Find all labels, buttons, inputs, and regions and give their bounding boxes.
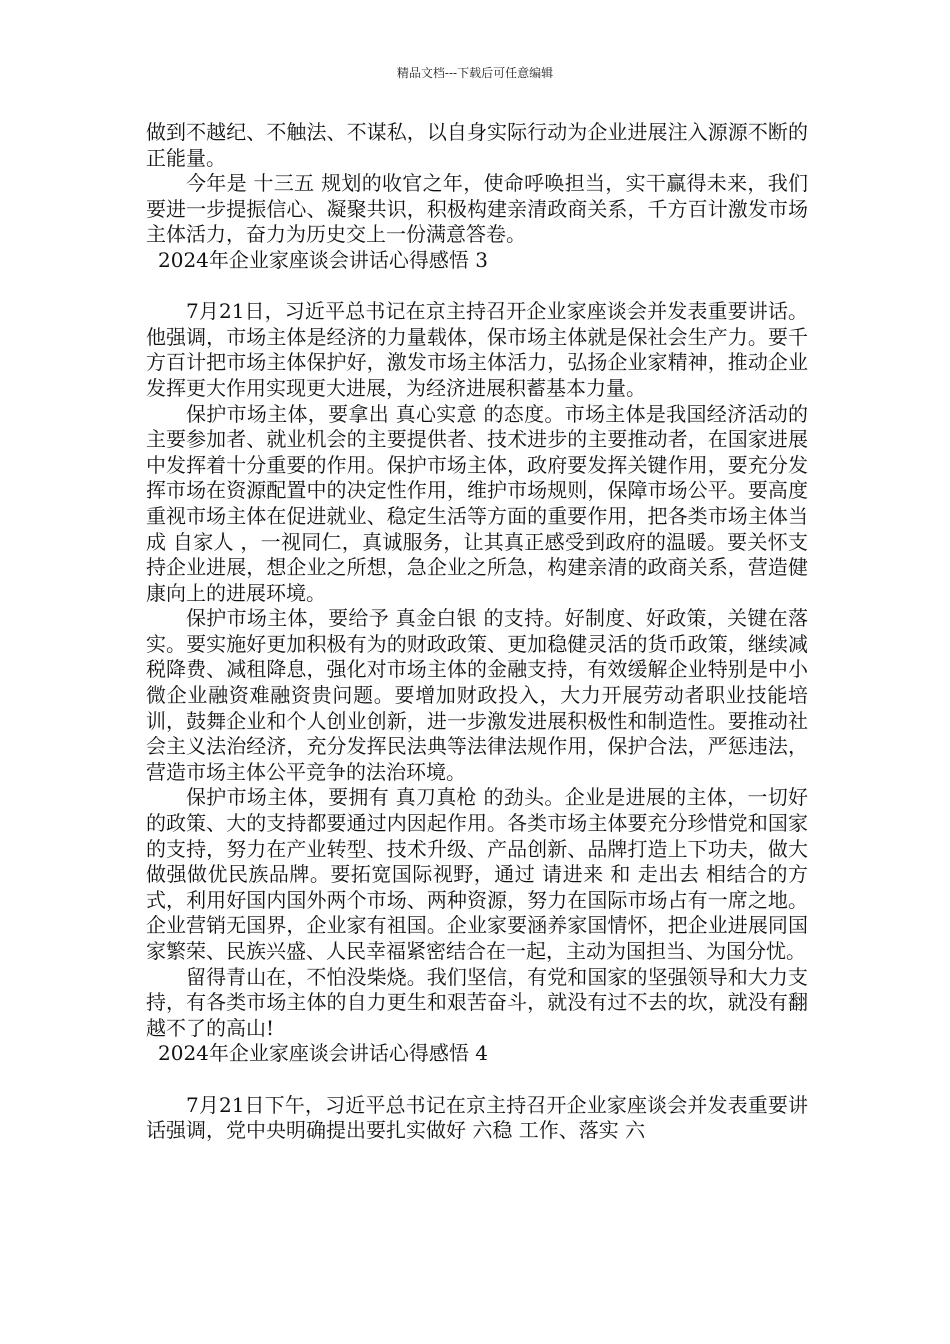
paragraph: 保护市场主体，要拿出 真心实意 的态度。市场主体是我国经济活动的主要参加者、就业机会的主要提供者、技术进步的主要推动者，在国家进展中发挥着十分重要的作用。保护市场主体，政府要发挥关键作用，要充分发挥市场在资源配置中的决定性作用，维护市场规则，保障市场公平。要高度重视市场主体在促进就业、稳定生活等方面的重要作用，把各类市场主体当成 自家人 ，一视同仁，真诚服务，让其真正感受到政府的温暖。要关怀支持企业进展，想企业之所想，急企业之所急，构建亲清的政商关系，营造健康向上的进展环境。 [146, 401, 808, 605]
paragraph: 7月21日下午，习近平总书记在京主持召开企业家座谈会并发表重要讲话强调，党中央明确提出要扎实做好 六稳 工作、落实 六 [146, 1092, 808, 1143]
section-heading: 2024年企业家座谈会讲话心得感悟 4 [158, 1041, 488, 1066]
paragraph: 7月21日，习近平总书记在京主持召开企业家座谈会并发表重要讲话。他强调，市场主体是经济的力量载体，保市场主体就是保社会生产力。要千方百计把市场主体保护好，激发市场主体活力，弘扬企业家精神，推动企业发挥更大作用实现更大进展，为经济进展积蓄基本力量。 [146, 299, 808, 400]
paragraph-continuation: 做到不越纪、不触法、不谋私，以自身实际行动为企业进展注入源源不断的正能量。 [146, 120, 808, 170]
paragraph: 留得青山在，不怕没柴烧。我们坚信，有党和国家的坚强领导和大力支持，有各类市场主体的自力更生和艰苦奋斗，就没有过不去的坎，就没有翻越不了的高山! [146, 964, 808, 1040]
paragraph: 保护市场主体，要给予 真金白银 的支持。好制度、好政策，关键在落实。要实施好更加积极有为的财政政策、更加稳健灵活的货币政策，继续减税降费、减租降息，强化对市场主体的金融支持，有效缓解企业特别是中小微企业融资难融资贵问题。要增加财政投入，大力开展劳动者职业技能培训，鼓舞企业和个人创业创新，进一步激发进展积极性和制造性。要推动社会主义法治经济，充分发挥民法典等法律法规作用，保护合法，严惩违法，营造市场主体公平竞争的法治环境。 [146, 606, 808, 784]
page-header: 精品文档---下载后可任意编辑 [396, 66, 554, 80]
paragraph: 保护市场主体，要拥有 真刀真枪 的劲头。企业是进展的主体，一切好的政策、大的支持都要通过内因起作用。各类市场主体要充分珍惜党和国家的支持，努力在产业转型、技术升级、产品创新、品牌打造上下功夫，做大做强做优民族品牌。要拓宽国际视野，通过 请进来 和 走出去 相结合的方式，利用好国内国外两个市场、两种资源，努力在国际市场占有一席之地。企业营销无国界，企业家有祖国。企业家要涵养家国情怀，把企业进展同国家繁荣、民族兴盛、人民幸福紧密结合在一起，主动为国担当、为国分忧。 [146, 785, 808, 963]
document-body [146, 120, 808, 1144]
section-heading: 2024年企业家座谈会讲话心得感悟 3 [158, 247, 488, 272]
paragraph: 今年是 十三五 规划的收官之年，使命呼唤担当，实干赢得未来，我们要进一步提振信心、凝聚共识，积极构建亲清政商关系，千方百计激发市场主体活力，奋力为历史交上一份满意答卷。 [146, 171, 808, 247]
